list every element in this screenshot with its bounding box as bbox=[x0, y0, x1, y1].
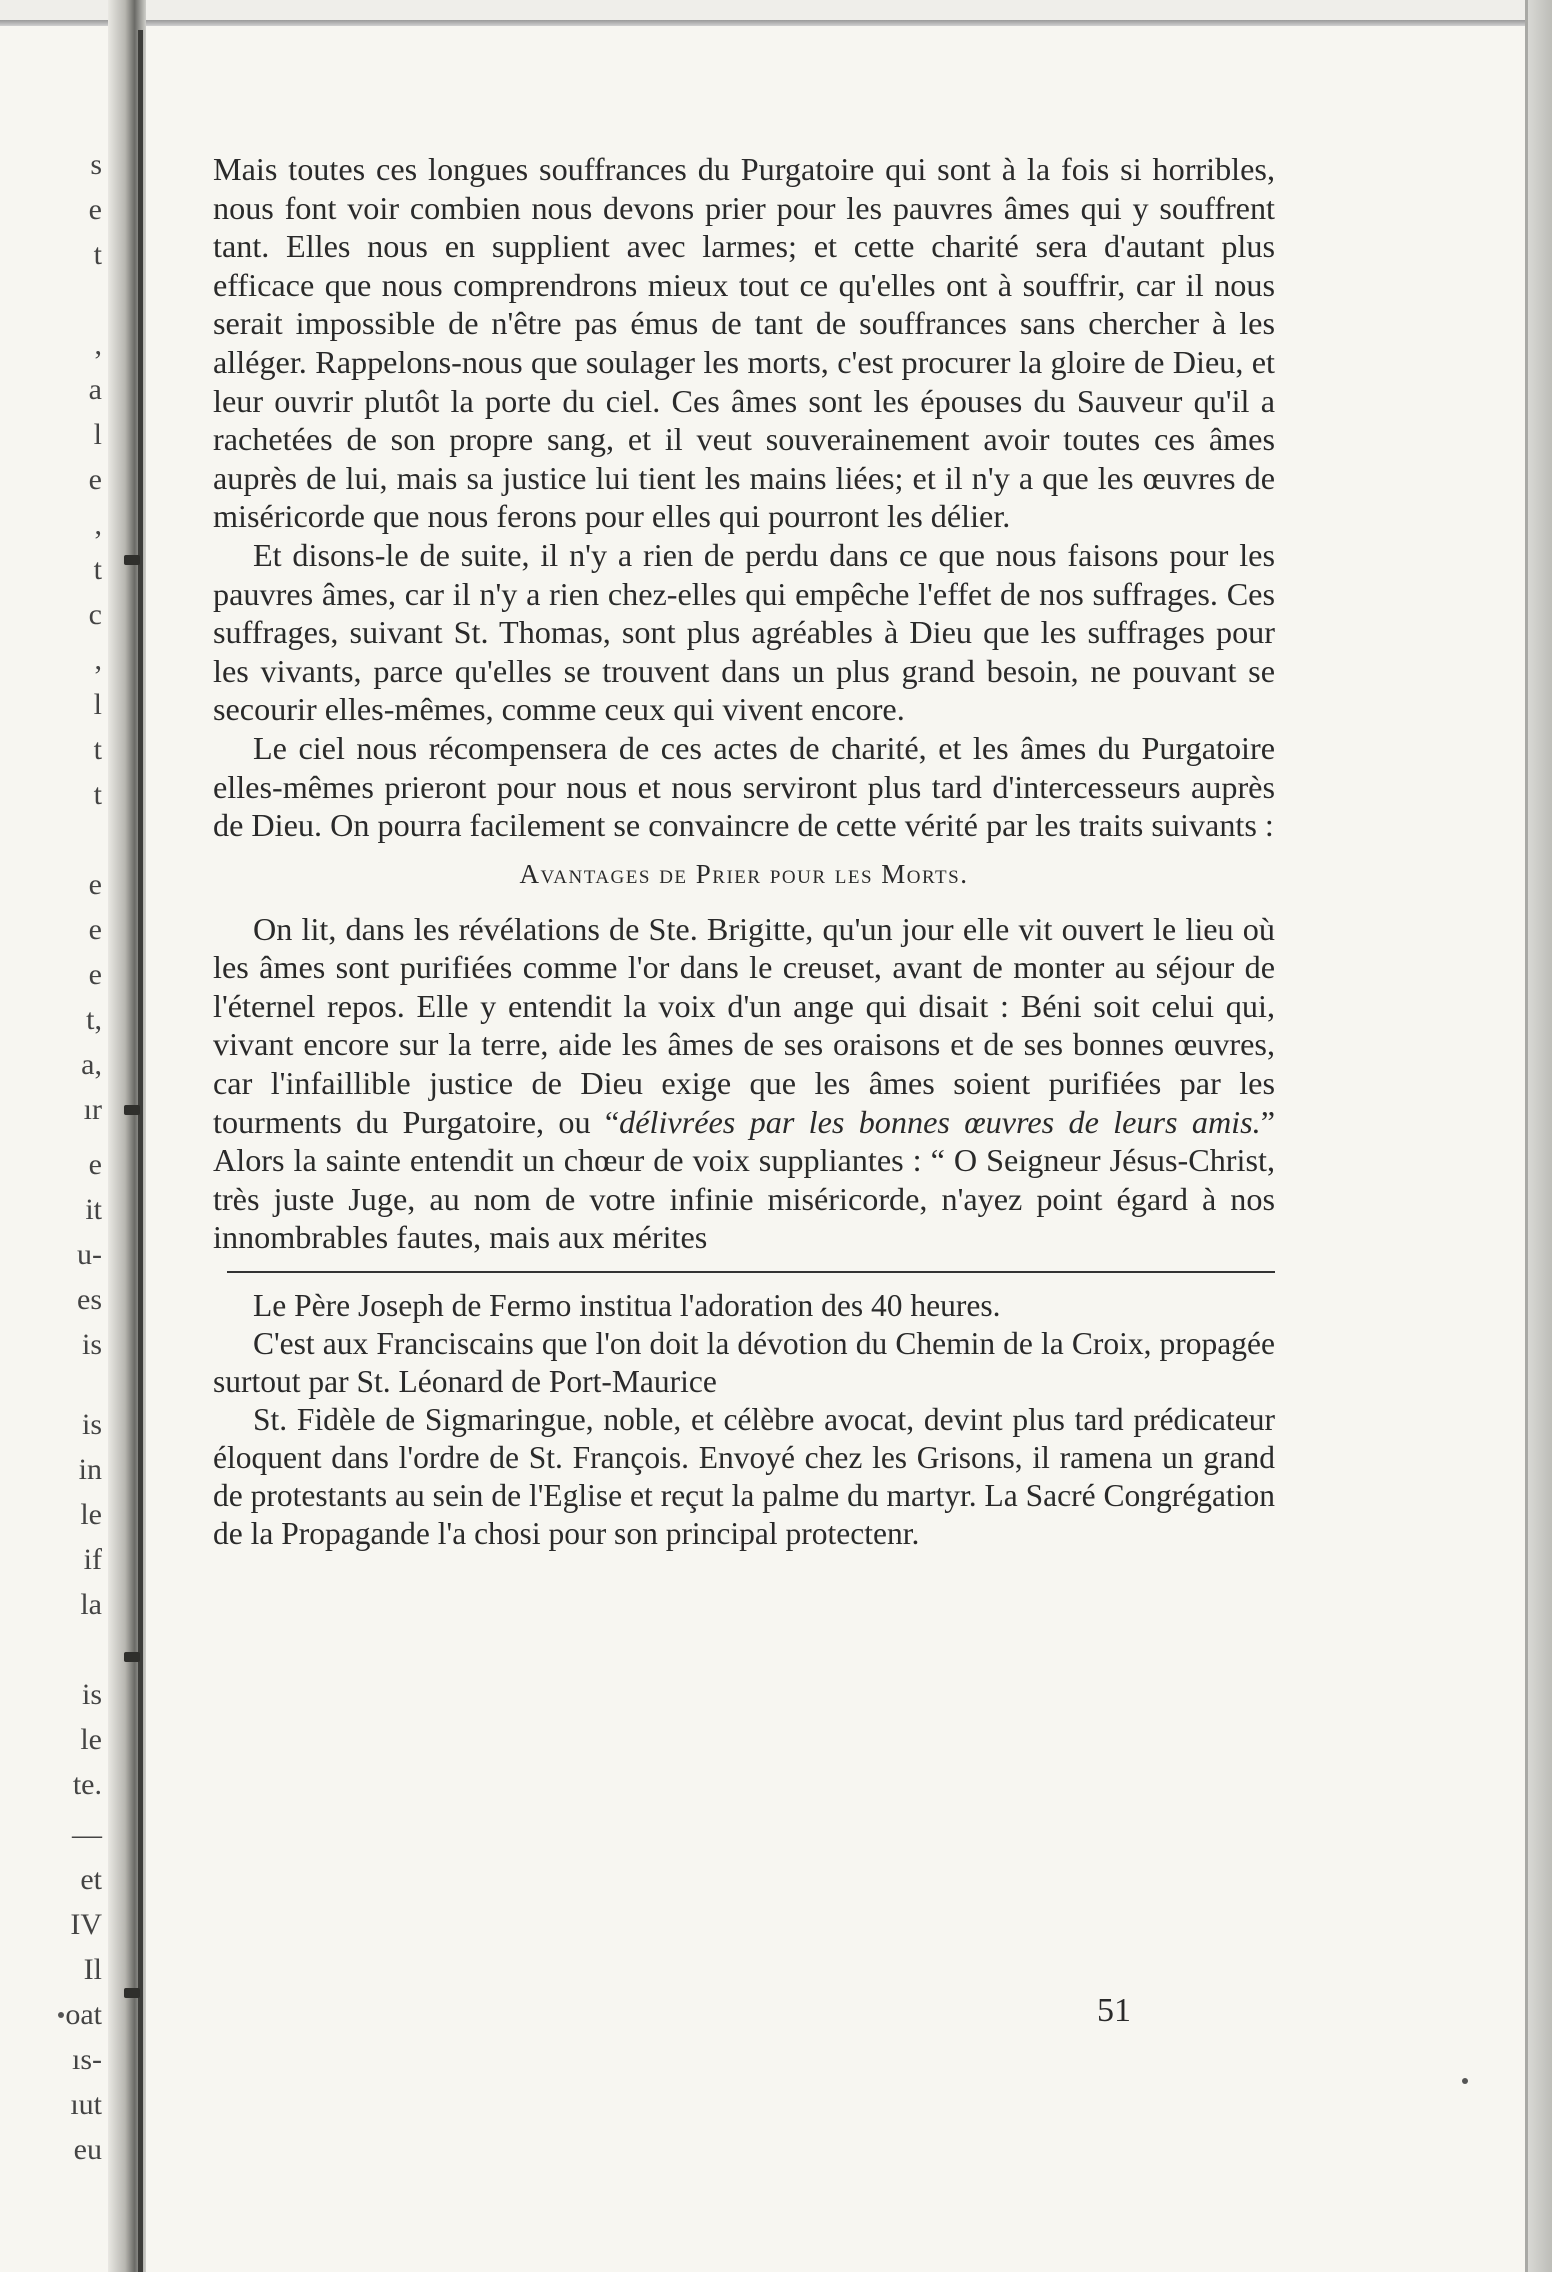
facing-page-fragment: ır bbox=[83, 1093, 102, 1126]
facing-page-fragment: , bbox=[94, 643, 102, 676]
binding-mark bbox=[124, 1105, 140, 1115]
facing-page-fragment: s bbox=[90, 148, 102, 181]
page-body bbox=[213, 150, 1275, 1553]
paragraph-4 bbox=[213, 910, 1275, 1257]
facing-page-fragment: , bbox=[94, 508, 102, 541]
facing-page-fragment: c bbox=[88, 598, 102, 631]
facing-page-fragment: — bbox=[72, 1818, 102, 1851]
facing-page-fragment: le bbox=[80, 1498, 102, 1531]
facing-page-fragment: e bbox=[88, 193, 102, 226]
binding-mark bbox=[124, 1652, 140, 1662]
facing-page-fragment: is bbox=[81, 1408, 102, 1441]
facing-page-fragment: oat bbox=[65, 1998, 102, 2031]
facing-page-fragment: is bbox=[81, 1328, 102, 1361]
page-number: 51 bbox=[1097, 1992, 1131, 2029]
binding-mark bbox=[124, 1988, 140, 1998]
ink-speck bbox=[58, 2012, 64, 2018]
footnote-3: St. Fidèle de Sigmaringue, noble, et célèbre avocat, devint plus tard prédicateur éloquent dans l'ordre de St. François. Envoyé chez les Grisons, il ramena un grand de protestants au sein de l'Eglise et reçut la palme du martyr. La Sacré Congrégation de la Propagande l'a chosi pour son principal protectenr. bbox=[213, 1402, 1275, 1552]
facing-page-fragment: t bbox=[93, 553, 102, 586]
facing-page-fragment: e bbox=[88, 1148, 102, 1181]
facing-page-fragment: e bbox=[88, 463, 102, 496]
footnote-2: C'est aux Franciscains que l'on doit la dévotion du Chemin de la Croix, propagée surtout par St. Léonard de Port-Maurice bbox=[213, 1326, 1275, 1400]
paragraph-4-quote: délivrées par les bonnes œuvres de leurs amis. bbox=[619, 1103, 1261, 1140]
ink-speck bbox=[1462, 2078, 1468, 2084]
page-top-edge bbox=[0, 20, 1552, 26]
facing-page-fragment: u- bbox=[77, 1238, 102, 1271]
section-heading: Avantages de Prier pour les Morts. bbox=[519, 858, 969, 889]
facing-page-fragment: a, bbox=[81, 1048, 102, 1081]
footnote-1: Le Père Joseph de Fermo institua l'adoration des 40 heures. bbox=[253, 1288, 1001, 1324]
facing-page-fragment: eu bbox=[73, 2133, 102, 2166]
facing-page-fragment: e bbox=[88, 913, 102, 946]
facing-page-fragment: t, bbox=[86, 1003, 102, 1036]
facing-page-fragment: et bbox=[80, 1863, 102, 1896]
facing-page-fragment: l bbox=[93, 418, 102, 451]
facing-page-fragment: Il bbox=[83, 1953, 102, 1986]
facing-page-fragment: if bbox=[83, 1543, 102, 1576]
facing-page-fragment: ıut bbox=[70, 2088, 102, 2121]
paragraph-3: Le ciel nous récompensera de ces actes de charité, et les âmes du Purgatoire elles-mêmes prieront pour nous et nous serviront plus tard d'intercesseurs auprès de Dieu. On pourra facilement se convaincre de cette vérité par les traits suivants : bbox=[213, 729, 1275, 844]
facing-page-fragment: it bbox=[85, 1193, 102, 1226]
facing-page-fragment: e bbox=[88, 868, 102, 901]
facing-page-fragment: is bbox=[81, 1678, 102, 1711]
facing-page-fragment: l bbox=[93, 688, 102, 721]
facing-page-fragment: IV bbox=[70, 1908, 102, 1941]
facing-page-fragment: e bbox=[88, 958, 102, 991]
facing-page-fragment: a bbox=[88, 373, 102, 406]
facing-page-fragment: ıs- bbox=[72, 2043, 102, 2076]
paragraph-4-text: On lit, dans les révélations de Ste. Brigitte, qu'un jour elle vit ouvert le lieu où les âmes sont purifiées comme l'or dans le creuset, avant de monter au séjour de l'éternel repos. Elle y entendit la voix d'un ange qui disait : Béni soit celui qui, vivant encore sur la terre, aide les âmes de ses oraisons et de ses bonnes œuvres, car l'infaillible justice de Dieu exige que les âmes soient purifiées par les tourments du Purgatoire, ou “ bbox=[213, 910, 1275, 1140]
facing-page-fragment: es bbox=[77, 1283, 102, 1316]
facing-page-fragment: , bbox=[94, 328, 102, 361]
facing-page-fragment: le bbox=[80, 1723, 102, 1756]
facing-page-fragment: te. bbox=[72, 1768, 102, 1801]
facing-page-fragment: la bbox=[80, 1588, 102, 1621]
page-top-band bbox=[0, 0, 1552, 20]
page-right-edge bbox=[1528, 0, 1552, 2272]
facing-page-fragment: in bbox=[78, 1453, 102, 1486]
footnote-separator bbox=[227, 1271, 1275, 1273]
book-spine-line bbox=[138, 30, 143, 2272]
binding-mark bbox=[124, 555, 140, 565]
paragraph-1: Mais toutes ces longues souffrances du Purgatoire qui sont à la fois si horribles, nous font voir combien nous devons prier pour les pauvres âmes qui y souffrent tant. Elles nous en supplient avec larmes; et cette charité sera d'autant plus efficace que nous comprendrons mieux tout ce qu'elles ont à souffrir, car il nous serait impossible de n'être pas émus de tant de souffrances sans chercher à les alléger. Rappelons-nous que soulager les morts, c'est procurer la gloire de Dieu, et leur ouvrir plutôt la porte du ciel. Ces âmes sont les épouses du Sauveur qu'il a rachetées de son propre sang, et il veut souverainement avoir toutes ces âmes auprès de lui, mais sa justice lui tient les mains liées; et il n'y a que les œuvres de miséricorde que nous ferons pour elles qui pourront les délier. bbox=[213, 151, 1275, 535]
facing-page-fragment: t bbox=[93, 238, 102, 271]
facing-page-fragment: t bbox=[93, 778, 102, 811]
facing-page-fragment: t bbox=[93, 733, 102, 766]
paragraph-4-text-end: ” Alors la sainte entendit un chœur de voix suppliantes : “ O Seigneur Jésus-Christ, très juste Juge, au nom de votre infinie miséricorde, n'ayez point égard à nos innombrables fautes, mais aux mérites bbox=[213, 1103, 1275, 1256]
paragraph-2: Et disons-le de suite, il n'y a rien de perdu dans ce que nous faisons pour les pauvres âmes, car il n'y a rien chez-elles qui empêche l'effet de nos suffrages. Ces suffrages, suivant St. Thomas, sont plus agréables à Dieu que les suffrages pour les vivants, parce qu'elles se trouvent dans un plus grand besoin, ne pouvant se secourir elles-mêmes, comme ceux qui vivent encore. bbox=[213, 536, 1275, 728]
